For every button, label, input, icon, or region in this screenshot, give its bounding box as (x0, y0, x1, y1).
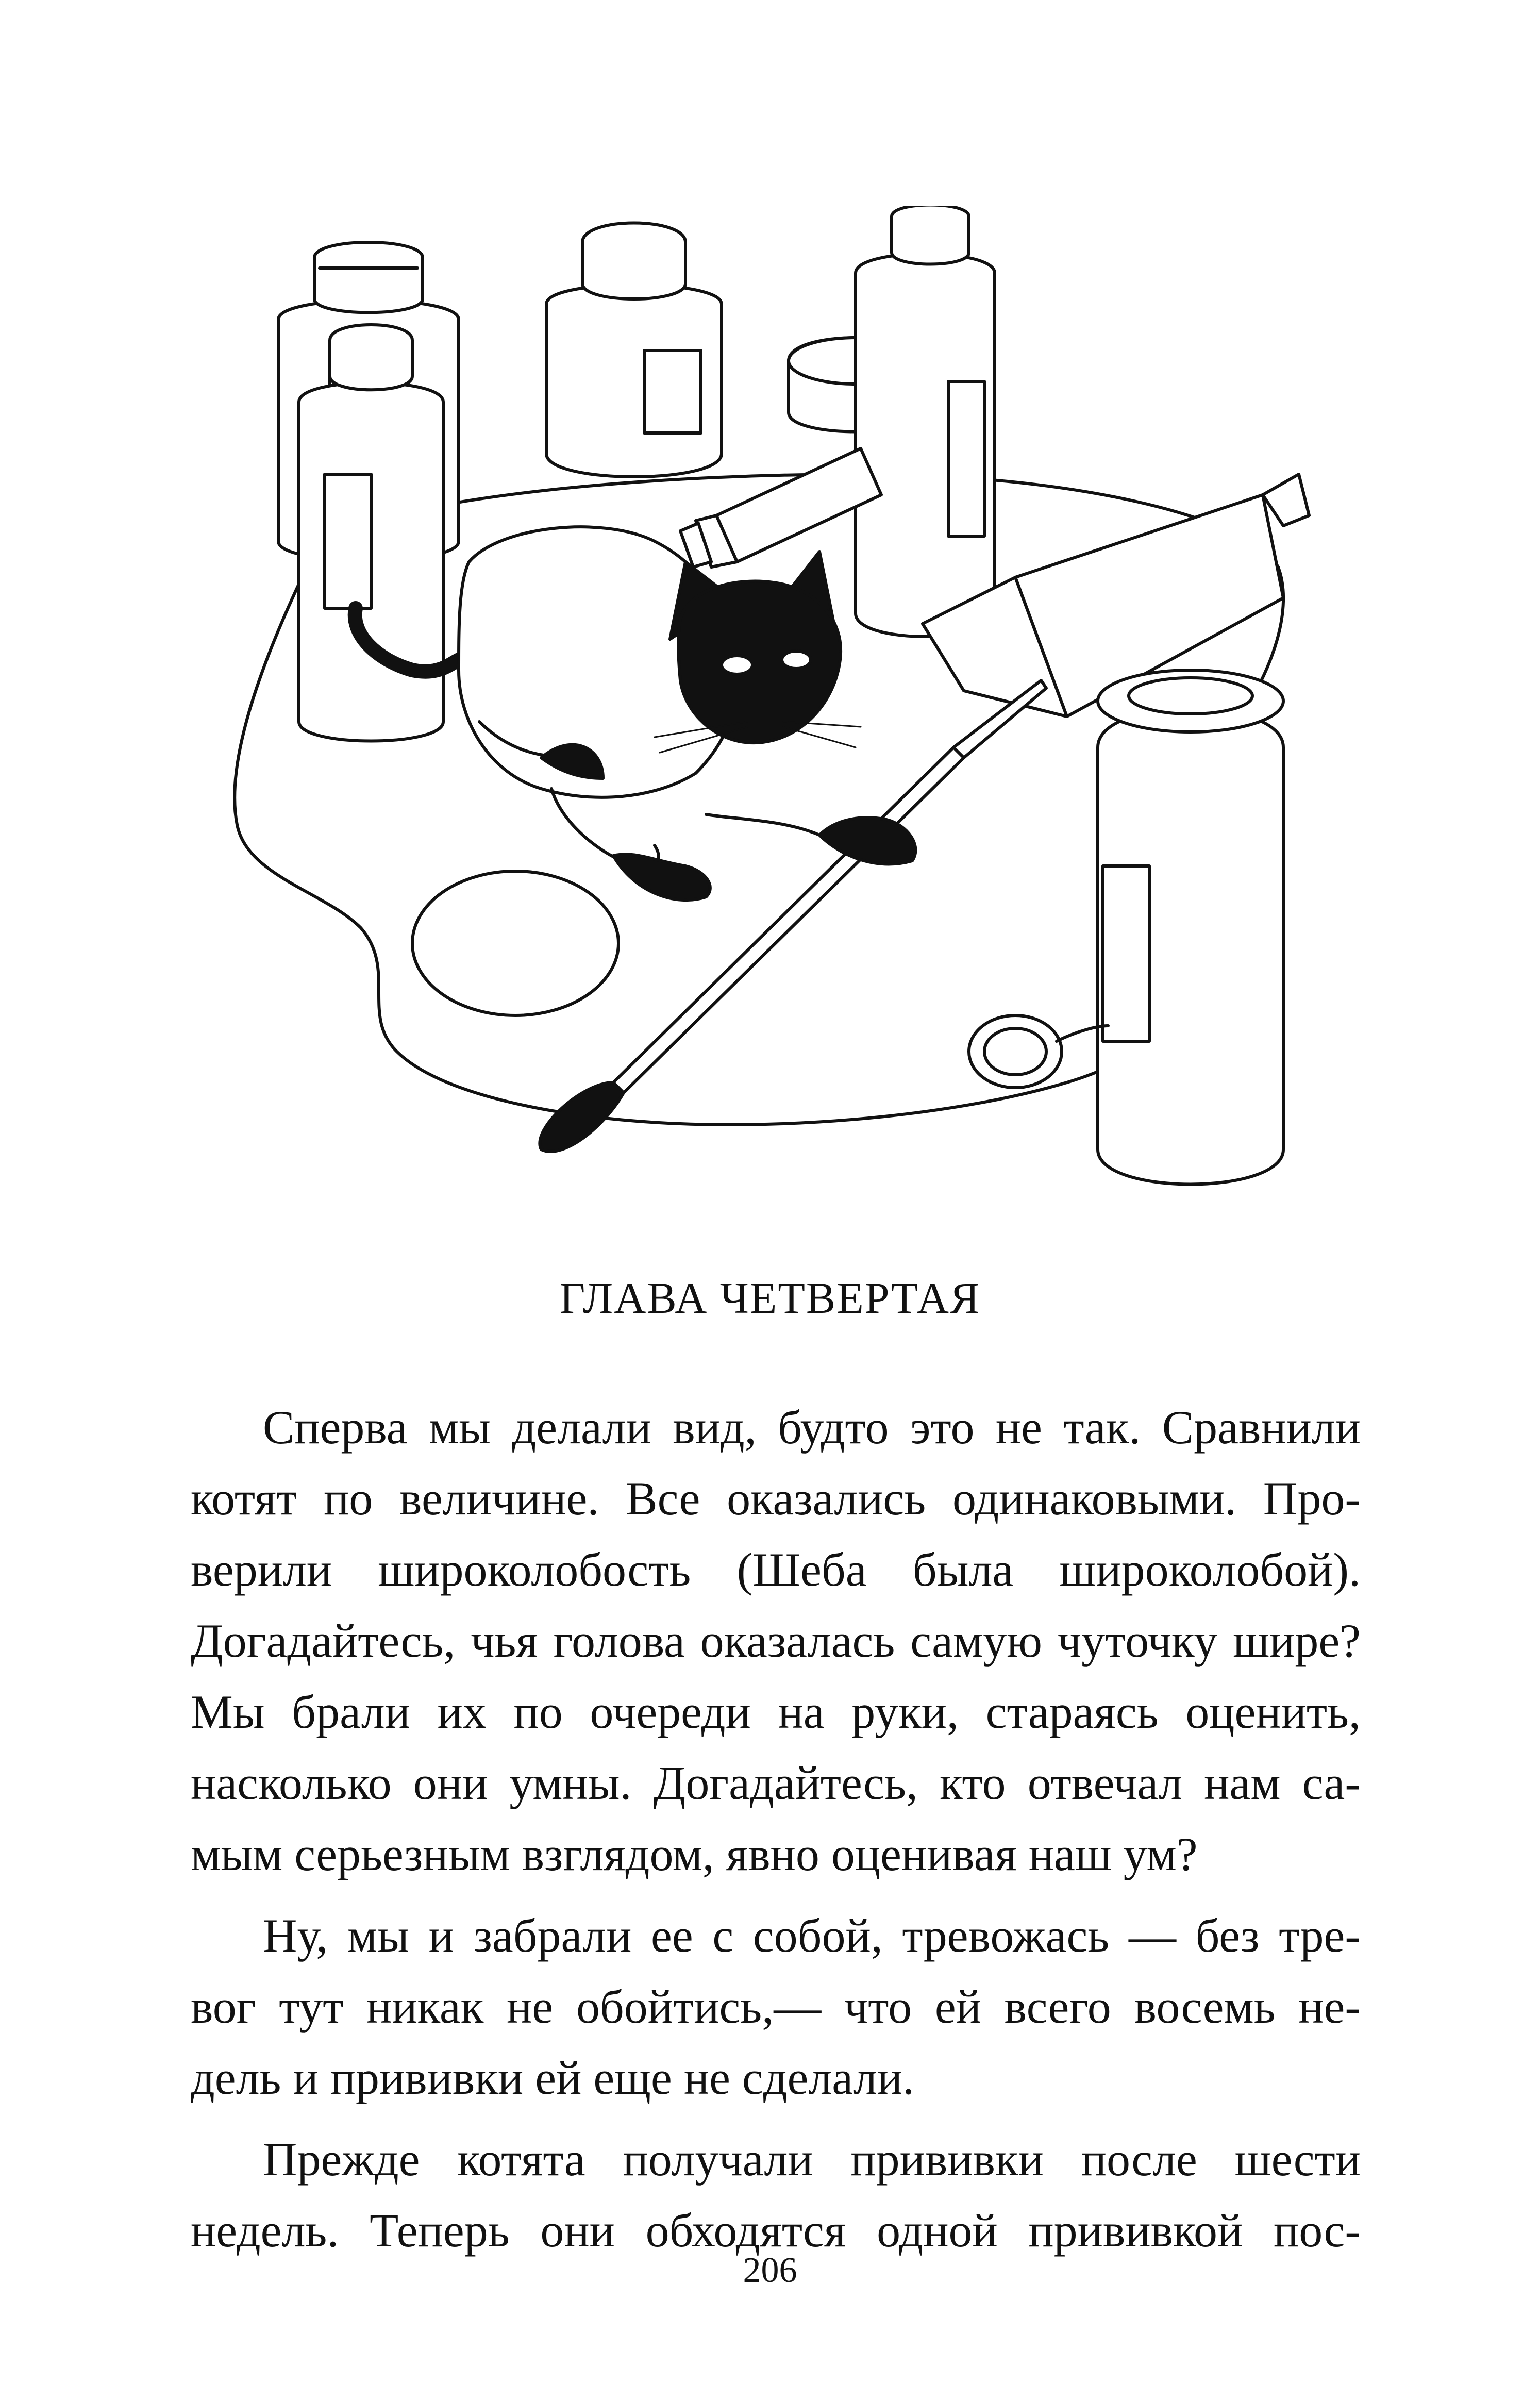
text-line: вог тут никак не обойтись,— что ей всего восемь не- (191, 1980, 1361, 2033)
jar-lid (969, 1015, 1062, 1088)
paint-bottle-right (856, 206, 995, 637)
text-line: котят по величине. Все оказались одинаковыми. Про- (191, 1472, 1361, 1525)
text-line: мым серьезным взглядом, явно оценивая наш ум? (191, 1828, 1198, 1880)
cat-on-palette-illustration (191, 206, 1345, 1211)
body-text (191, 1392, 1361, 2276)
text-line: Сперва мы делали вид, будто это не так. Сравнили (263, 1401, 1361, 1454)
paragraph (191, 1900, 1361, 2113)
page-number: 206 (743, 2251, 797, 2290)
text-line: Догадайтесь, чья голова оказалась самую чуточку шире? (191, 1614, 1361, 1667)
text-line: Прежде котята получали прививки после шести (263, 2133, 1361, 2186)
paint-jar-center (546, 223, 722, 477)
chapter-title: ГЛАВА ЧЕТВЕРТАЯ (559, 1273, 981, 1323)
text-line: верили широколобость (Шеба была широколобой). (191, 1543, 1361, 1596)
text-line: Ну, мы и забрали ее с собой, тревожась — без тре- (263, 1909, 1361, 1962)
paragraph (191, 2124, 1361, 2266)
paint-well (412, 871, 618, 1015)
text-line: насколько они умны. Догадайтесь, кто отвечал нам са- (191, 1757, 1361, 1809)
paint-jar-open (1098, 670, 1283, 1185)
text-line: дель и прививки ей еще не сделали. (191, 2052, 915, 2104)
text-line: Мы брали их по очереди на руки, стараясь оценить, (191, 1686, 1361, 1738)
paragraph (191, 1392, 1361, 1890)
text-line: недель. Теперь они обходятся одной прививкой пос- (191, 2204, 1361, 2257)
